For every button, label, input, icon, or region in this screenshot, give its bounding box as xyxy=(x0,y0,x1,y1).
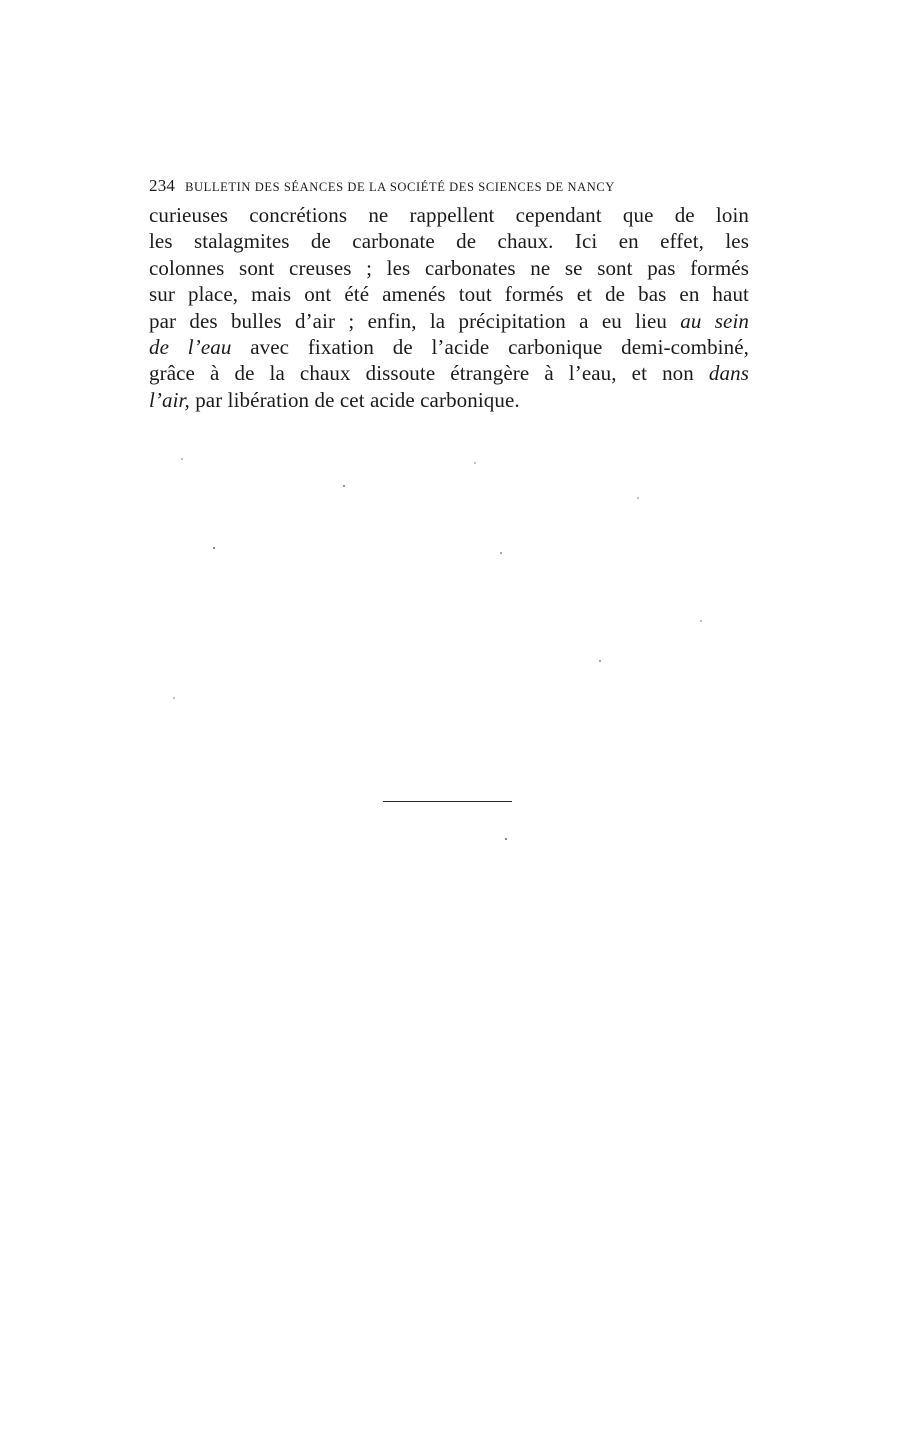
text-run: par des bulles d’air ; enfin, la précipitation a eu lieu xyxy=(149,308,681,333)
italic-phrase: au sein xyxy=(680,308,749,333)
italic-phrase: de l’eau xyxy=(149,335,232,360)
text-run: grâce à de la chaux dissoute étrangère à l’eau, et non xyxy=(149,361,709,386)
text-line xyxy=(149,228,749,254)
text-line xyxy=(149,202,749,228)
text-run: colonnes sont creuses ; les carbonates ne se sont pas formés xyxy=(149,255,749,280)
text-run: par libération de cet acide carbonique. xyxy=(189,387,520,412)
print-speck xyxy=(599,660,601,662)
section-end-rule xyxy=(383,801,512,802)
text-run: avec fixation de l’acide carbonique demi-combiné, xyxy=(231,335,749,360)
text-run: les stalagmites de carbonate de chaux. Ici en effet, les xyxy=(149,229,749,254)
print-speck xyxy=(343,485,345,487)
page-number: 234 xyxy=(149,176,176,195)
text-line xyxy=(149,360,749,386)
print-speck xyxy=(474,462,476,464)
italic-phrase: l’air, xyxy=(149,387,190,412)
text-line xyxy=(149,334,749,360)
print-speck xyxy=(173,697,175,699)
running-head xyxy=(149,176,739,198)
text-run: sur place, mais ont été amenés tout formés et de bas en haut xyxy=(149,282,749,307)
print-speck xyxy=(181,458,183,460)
running-title: BULLETIN DES SÉANCES DE LA SOCIÉTÉ DES SCIENCES DE NANCY xyxy=(185,180,615,194)
text-line xyxy=(149,255,749,281)
text-run: curieuses concrétions ne rappellent cependant que de loin xyxy=(149,203,749,227)
print-speck xyxy=(700,620,702,622)
body-paragraph xyxy=(149,202,749,413)
text-line xyxy=(149,387,749,413)
print-speck xyxy=(637,497,639,499)
text-line xyxy=(149,281,749,307)
print-speck xyxy=(505,838,507,840)
print-speck xyxy=(500,552,502,554)
italic-phrase: dans xyxy=(708,361,749,386)
text-line xyxy=(149,308,749,334)
print-speck xyxy=(213,547,215,549)
